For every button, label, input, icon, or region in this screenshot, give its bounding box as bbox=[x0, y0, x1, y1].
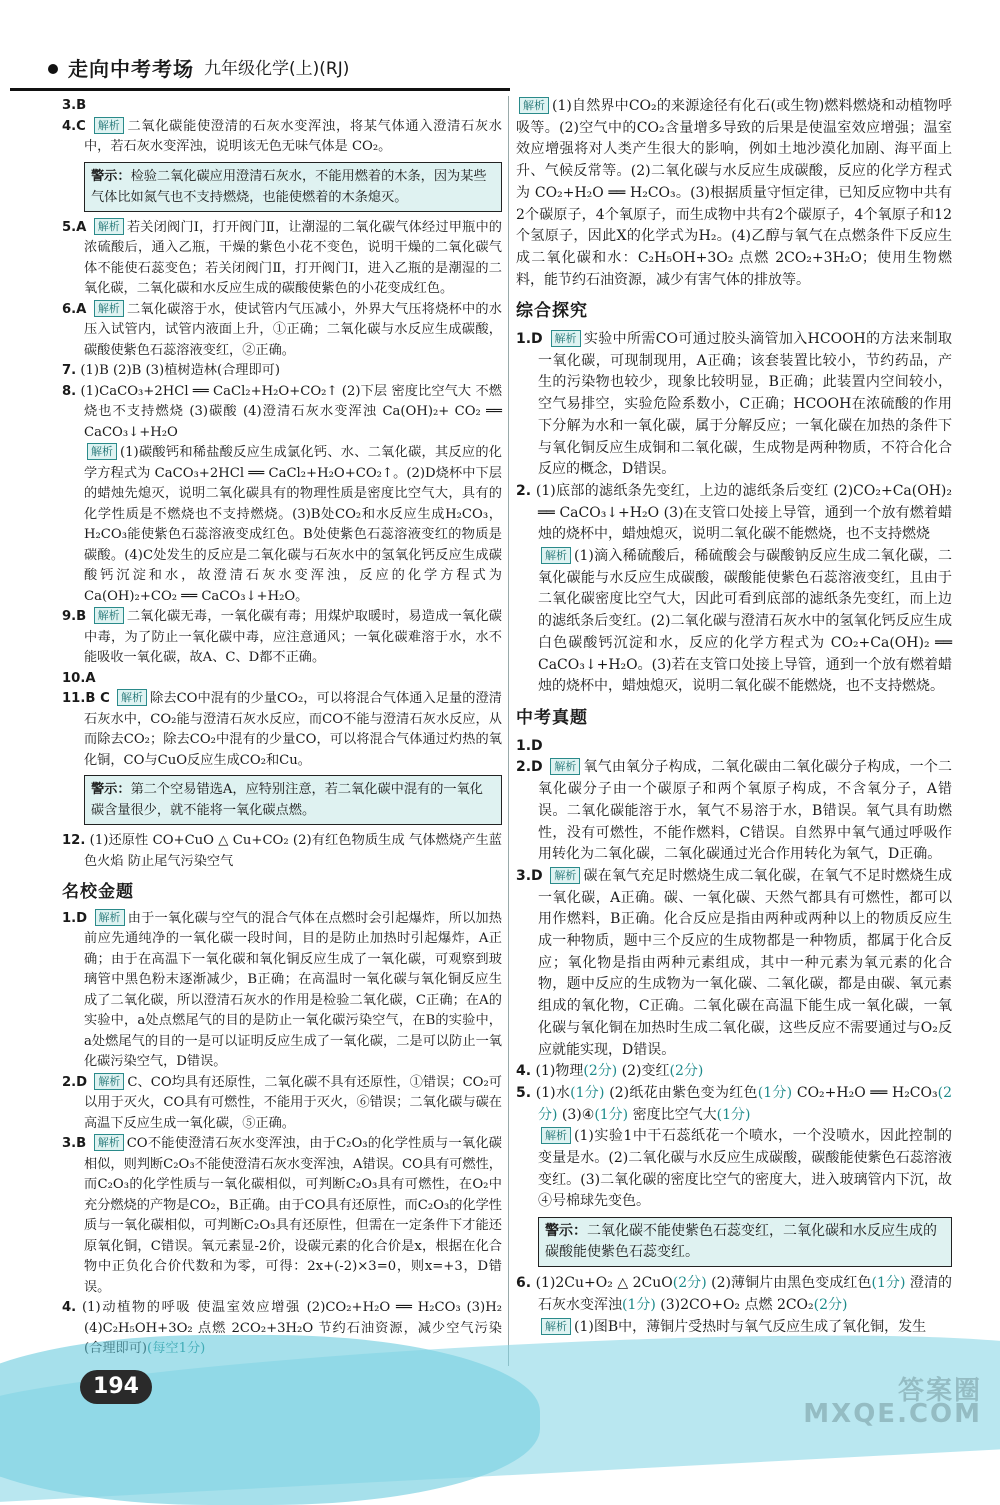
answer-text: CO₂+H₂O ══ H₂CO₃ bbox=[792, 1084, 938, 1101]
question-answer bbox=[62, 218, 502, 300]
question-answer bbox=[62, 382, 502, 444]
score-note: (2分) bbox=[669, 1063, 704, 1080]
answer-text: 由于一氧化碳与空气的混合气体在点燃时会引起爆炸，所以加热前应先通纯净的一氧化碳一段时间，目的是防止加热时引起爆炸，A正确；由于在高温下一氧化碳和氧化铜反应生成了一氧化碳，可观察到玻璃管中黑色粉末逐渐减少，B正确；在高温时一氧化碳与氧化铜反应生成了二氧化碳，所以澄清石灰水的作用是检验二氧化碳，C正确；在A的实验中，a处点燃尾气的目的是防止一氧化碳污染空气，在B的实验中，a处燃尾气的目的一是可以证明反应生成了一氧化碳，二是可以防止一氧化碳污染空气，D错误。 bbox=[84, 910, 502, 1069]
question-answer bbox=[516, 757, 952, 866]
answer-text: (1)图B中，薄铜片受热时与氧气反应生成了氧化铜，发生 bbox=[574, 1318, 927, 1335]
analysis-tag: 解析 bbox=[95, 909, 125, 926]
answer-text: (1)水 bbox=[535, 1084, 571, 1101]
question-answer bbox=[516, 481, 952, 546]
question-answer bbox=[62, 117, 502, 158]
bullet-icon bbox=[48, 64, 58, 74]
score-note: (2分) bbox=[538, 1084, 952, 1123]
analysis-paragraph bbox=[516, 96, 952, 291]
analysis-tag: 解析 bbox=[94, 300, 124, 317]
series-title: 走向中考考场 bbox=[68, 56, 194, 81]
answer-text: (1)2Cu+O₂ △ 2CuO bbox=[535, 1275, 673, 1292]
answer-text: (1)B (2)B (3)植树造林(合理即可) bbox=[80, 363, 280, 378]
score-note: (1分) bbox=[594, 1106, 629, 1123]
question-answer bbox=[62, 1134, 502, 1298]
analysis-tag: 解析 bbox=[94, 218, 124, 235]
score-note: (1分) bbox=[871, 1275, 906, 1292]
answer-text: (1)碳酸钙和稀盐酸反应生成氯化钙、水、二氧化碳，其反应的化学方程式为 CaCO₃+2HCl ══ CaCl₂+H₂O+CO₂↑。(2)D烧杯中下层的蜡烛先熄灭，说明二氧化碳具有的物理性质是密度比空气大，具有的化学性质是不燃烧也不支持燃烧。(3)B处CO₂和水反应生成H₂CO₃，H₂CO₃能使紫色石蕊溶液变成红色。B处使紫色石蕊溶液变红的物质是碳酸。(4)C处发生的反应是二氧化碳与石灰水中的氢氧化钙反应生成碳酸钙沉淀和水，故澄清石灰水变浑浊，反应的化学方程式为 Ca(OH)₂+CO₂ ══ CaCO₃↓+H₂O。 bbox=[84, 445, 502, 604]
analysis-tag: 解析 bbox=[541, 1127, 571, 1144]
answer-text: (1)动植物的呼吸 使温室效应增强 (2)CO₂+H₂O ══ H₂CO₃ (3)H₂ (4)C₂H₅OH+3O₂ 点燃 2CO₂+3H₂O 节约石油资源，减少空气污染 bbox=[82, 1300, 502, 1336]
question-answer bbox=[62, 361, 502, 382]
analysis-tag: 解析 bbox=[94, 117, 124, 134]
analysis-tag: 解析 bbox=[117, 689, 147, 706]
question-number: 12. bbox=[62, 833, 86, 848]
answer-text: (1)自然界中CO₂的来源途径有化石(或生物)燃料燃烧和动植物呼吸等。(2)空气中的CO₂含量增多导致的后果是使温室效应增强；温室效应增强将对人类产生很大的影响，例如土地沙漠化加剧、海平面上升、气候反常等。(2)二氧化碳与水反应生成碳酸，反应的化学方程式为 CO₂+H₂O ══ H₂CO₃。(3)根据质量守恒定律，已知反应物中共有2个碳原子，4个氧原子，而生成物中共有2个碳原子，4个氧原子和12个氢原子，因此X的化学式为H₂。(4)乙醇与氧气在点燃条件下反应生成二氧化碳和水：C₂H₅OH+3O₂ 点燃 2CO₂+3H₂O；使用生物燃料，能节约石油资源，减少有害气体的排放等。 bbox=[516, 98, 952, 288]
analysis-tag: 解析 bbox=[550, 758, 580, 775]
score-note: (2分) bbox=[583, 1063, 618, 1080]
question-number: 5. bbox=[516, 1084, 532, 1101]
question-number: 4. bbox=[62, 1300, 77, 1315]
question-answer bbox=[62, 909, 502, 1073]
analysis-tag: 解析 bbox=[519, 97, 549, 114]
answer-text: 若关闭阀门Ⅰ，打开阀门Ⅱ，让潮湿的二氧化碳气体经过甲瓶中的浓硫酸后，通入乙瓶，干燥的紫色小花不变色，说明干燥的二氧化碳气体不能使石蕊变色；若关闭阀门Ⅱ，打开阀门Ⅰ，进入乙瓶的是潮湿的二氧化碳，二氧化碳和水反应生成的碳酸使紫色的小花变成红色。 bbox=[84, 219, 502, 296]
question-answer bbox=[516, 866, 952, 1061]
question-answer bbox=[516, 1061, 952, 1083]
analysis-tag: 解析 bbox=[550, 867, 580, 884]
answer-text: C、CO均具有还原性，二氧化碳不具有还原性，①错误；CO₂可以用于灭火，CO具有可燃性，不能用于灭火，⑥错误；二氧化碳与碳在高温下反应生成一氧化碳，⑤正确。 bbox=[84, 1074, 502, 1131]
warning-label: 警示： bbox=[91, 782, 131, 797]
question-number: 3.B bbox=[62, 98, 87, 113]
question-number: 6.A bbox=[62, 301, 87, 317]
watermark: 答案圈 MXQE.COM bbox=[803, 1376, 982, 1429]
book-subtitle: 九年级化学(上)(RJ) bbox=[204, 58, 350, 79]
question-answer bbox=[516, 1273, 952, 1316]
question-number: 8. bbox=[62, 383, 77, 399]
answer-text: 二氧化碳溶于水，使试管内气压减小，外界大气压将烧杯中的水压入试管内，试管内液面上升，①正确；二氧化碳与水反应生成碳酸，碳酸使紫色石蕊溶液变红，②正确。 bbox=[84, 301, 502, 358]
warning-label: 警示： bbox=[91, 168, 131, 184]
analysis-paragraph bbox=[62, 443, 502, 607]
question-number: 7. bbox=[62, 363, 77, 378]
section-title-mingxiao: 名校金题 bbox=[62, 882, 134, 902]
answer-text: (1)物理 bbox=[535, 1063, 584, 1080]
answer-text: 氧气由氧分子构成，二氧化碳由二氧化碳分子构成，一个二氧化碳分子由一个碳原子和两个氧原子构成，不含氧分子，A错误。二氧化碳能溶于水，氧气不易溶于水，B错误。氧气具有助燃性，没有可燃性，不能作燃料，C错误。自然界中氧气通过呼吸作用转化为二氧化碳，二氧化碳通过光合作用转化为氧气，D正确。 bbox=[538, 759, 953, 863]
left-column bbox=[62, 96, 502, 1360]
question-number: 1.D bbox=[516, 737, 543, 754]
answer-text: (3)2CO+O₂ 点燃 2CO₂ bbox=[655, 1296, 814, 1313]
question-answer bbox=[62, 689, 502, 771]
question-number: 5.A bbox=[62, 219, 87, 235]
answer-text: CO不能使澄清石灰水变浑浊，由于C₂O₃的化学性质与一氧化碳相似，则判断C₂O₃不能使澄清石灰水变浑浊，A错误。CO具有可燃性，而C₂O₃的化学性质与一氧化碳相似，可判断C₂O₃具有可燃性，在O₂中充分燃烧的产物是CO₂，B正确。由于CO具有还原性，而C₂O₃的化学性质与一氧化碳相似，可判断C₂O₃具有还原性，但需在一定条件下才能还原氧化铜，C错误。氧元素显-2价，设碳元素的化合价是x，根据在化合物中正负化合价代数和为零，可得：2x+(-2)×3=0，则x=+3，D错误。 bbox=[84, 1136, 502, 1295]
question-answer bbox=[62, 831, 502, 872]
analysis-paragraph bbox=[516, 546, 952, 698]
section-title-zhongkao: 中考真题 bbox=[516, 707, 588, 728]
answer-text: 密度比空气大 bbox=[628, 1106, 717, 1123]
score-note: (1分) bbox=[716, 1106, 751, 1123]
question-number: 1.D bbox=[62, 910, 88, 926]
answer-text: (2)纸花由紫色变为红色 bbox=[604, 1084, 758, 1101]
question-answer bbox=[62, 1073, 502, 1135]
question-answer bbox=[62, 669, 502, 690]
analysis-tag: 解析 bbox=[541, 547, 571, 564]
question-number: 3.B bbox=[62, 1136, 87, 1151]
warning-text: 检验二氧化碳应用澄清石灰水，不能用燃着的木条，因为某些气体比如氮气也不支持燃烧，也能使燃着的木条熄灭。 bbox=[91, 168, 487, 205]
analysis-paragraph bbox=[516, 1126, 952, 1213]
score-note: (1分) bbox=[622, 1296, 656, 1313]
right-column bbox=[516, 96, 952, 1338]
question-number: 3.D bbox=[516, 867, 543, 884]
answer-text: (1)实验1中干石蕊纸花一个喷水，一个没喷水，因此控制的变量是水。(2)二氧化碳与水反应生成碳酸，碳酸能使紫色石蕊溶液变红。(3)二氧化碳的密度比空气的密度大，进入玻璃管内下沉，故④号棉球先变色。 bbox=[538, 1128, 952, 1210]
question-answer bbox=[62, 96, 502, 117]
page-number: 194 bbox=[80, 1370, 152, 1404]
answer-text: (3)④ bbox=[557, 1106, 595, 1123]
header-rule bbox=[10, 88, 510, 91]
question-answer bbox=[516, 329, 952, 481]
answer-text: (2)变红 bbox=[617, 1063, 670, 1080]
warning-label: 警示： bbox=[545, 1223, 587, 1240]
answer-text: 实验中所需CO可通过胶头滴管加入HCOOH的方法来制取一氧化碳，可现制现用，A正确；该套装置比较小，节约药品，产生的污染物也较少，现象比较明显，B正确；此装置内空间较小，空气易排空，实验危险系数小，C正确；HCOOH在浓硫酸的作用下分解为水和一氧化碳，属于分解反应；一氧化碳在加热的条件下与氧化铜反应生成铜和二氧化碳，生成物是两种物质，不符合化合反应的概念，D错误。 bbox=[538, 331, 952, 478]
question-number: 2. bbox=[516, 482, 532, 499]
answer-text: (1)CaCO₃+2HCl ══ CaCl₂+H₂O+CO₂↑ (2)下层 密度比空气大 不燃烧也不支持燃烧 (3)碳酸 (4)澄清石灰水变浑浊 Ca(OH)₂+ CO₂ ══ CaCO₃↓+H₂O bbox=[80, 383, 502, 440]
answer-text: 碳在氧气充足时燃烧生成二氧化碳，在氧气不足时燃烧生成一氧化碳，A正确。碳、一氧化碳、天然气都具有可燃性，都可以用作燃料，B正确。化合反应是指由两种或两种以上的物质反应生成一种物质，题中三个反应的生成物都是一种物质，都属于化合反应；氧化物是指由两种元素组成，其中一种元素为氧元素的化合物，题中反应的生成物为一氧化碳、二氧化碳，都是由碳、氧元素组成的氧化物，C正确。二氧化碳在高温下能生成一氧化碳，一氧化碳与氧化铜在加热时生成二氧化碳，这些反应不需要通过与O₂反应就能实现，D错误。 bbox=[538, 867, 953, 1058]
score-note: (2分) bbox=[672, 1275, 707, 1292]
warning-note bbox=[538, 1217, 952, 1267]
score-note: (1分) bbox=[570, 1084, 605, 1101]
column-divider bbox=[508, 96, 509, 1366]
question-number: 4. bbox=[516, 1063, 532, 1080]
question-number: 2.D bbox=[62, 1074, 88, 1090]
answer-text: (1)底部的滤纸条先变红，上边的滤纸条后变红 (2)CO₂+Ca(OH)₂ ══ CaCO₃↓+H₂O (3)在支管口处接上导管，通到一个放有燃着蜡烛的烧杯中，蜡烛熄灭，说明二氧化碳不能燃烧，也不支持燃烧 bbox=[535, 482, 952, 543]
answer-text: 二氧化碳无毒，一氧化碳有毒；用煤炉取暖时，易造成一氧化碳中毒，为了防止一氧化碳中毒，应注意通风；一氧化碳难溶于水，水不能吸收一氧化碳，故A、C、D都不正确。 bbox=[84, 609, 502, 665]
warning-text: 第二个空易错选A，应特别注意，若二氧化碳中混有的一氧化碳含量很少，就不能将一氧化碳点燃。 bbox=[91, 782, 483, 818]
analysis-tag: 解析 bbox=[94, 607, 124, 624]
answer-text: (1)滴入稀硫酸后，稀硫酸会与碳酸钠反应生成二氧化碳，二氧化碳能与水反应生成碳酸，碳酸能使紫色石蕊溶液变红，且由于二氧化碳密度比空气大，因此可看到底部的滤纸条先变红，而上边的滤纸条后变红。(2)二氧化碳与澄清石灰水中的氢氧化钙反应生成白色碳酸钙沉淀和水，反应的化学方程式为 CO₂+Ca(OH)₂ ══ CaCO₃↓+H₂O。(3)若在支管口处接上导管，通到一个放有燃着蜡烛的烧杯中，蜡烛熄灭，说明二氧化碳不能燃烧，也不支持燃烧。 bbox=[538, 548, 952, 695]
analysis-tag: 解析 bbox=[551, 330, 581, 347]
question-number: 10.A bbox=[62, 670, 96, 686]
analysis-tag: 解析 bbox=[541, 1318, 571, 1335]
warning-note bbox=[84, 162, 502, 212]
question-answer bbox=[62, 607, 502, 669]
question-answer bbox=[62, 300, 502, 362]
score-note: (2分) bbox=[813, 1296, 848, 1313]
answer-text: 澄清的石灰水变浑浊 bbox=[538, 1275, 952, 1313]
answer-text: (1)还原性 CO+CuO △ Cu+CO₂ (2)有红色物质生成 气体燃烧产生蓝色火焰 防止尾气污染空气 bbox=[84, 833, 502, 869]
section-title-zonghe: 综合探究 bbox=[516, 301, 588, 322]
answer-text: (2)薄铜片由黑色变成红色 bbox=[706, 1275, 872, 1292]
warning-note bbox=[84, 775, 502, 825]
warning-text: 二氧化碳不能使紫色石蕊变红，二氧化碳和水反应生成的碳酸能使紫色石蕊变红。 bbox=[545, 1223, 937, 1261]
analysis-tag: 解析 bbox=[94, 1073, 124, 1090]
page-header bbox=[48, 52, 518, 86]
question-number: 6. bbox=[516, 1275, 532, 1292]
question-number: 1.D bbox=[516, 331, 543, 348]
score-note: (1分) bbox=[757, 1084, 793, 1101]
analysis-tag: 解析 bbox=[94, 1134, 124, 1151]
question-number: 11.B C bbox=[62, 691, 110, 706]
answer-text: 二氧化碳能使澄清的石灰水变浑浊，将某气体通入澄清石灰水中，若石灰水变浑浊，说明该无色无味气体是 CO₂。 bbox=[84, 118, 502, 154]
question-number: 9.B bbox=[62, 609, 87, 624]
question-number: 2.D bbox=[516, 759, 543, 776]
question-answer bbox=[516, 1083, 952, 1126]
question-answer bbox=[516, 736, 952, 758]
analysis-tag: 解析 bbox=[87, 443, 117, 460]
question-number: 4.C bbox=[62, 118, 86, 134]
answer-text: 除去CO中混有的少量CO₂，可以将混合气体通入足量的澄清石灰水中，CO₂能与澄清石灰水反应，而CO不能与澄清石灰水反应，从而除去CO₂；除去CO₂中混有的少量CO，可以将混合气体通过灼热的氧化铜，CO与CuO反应生成CO₂和Cu。 bbox=[84, 691, 502, 768]
